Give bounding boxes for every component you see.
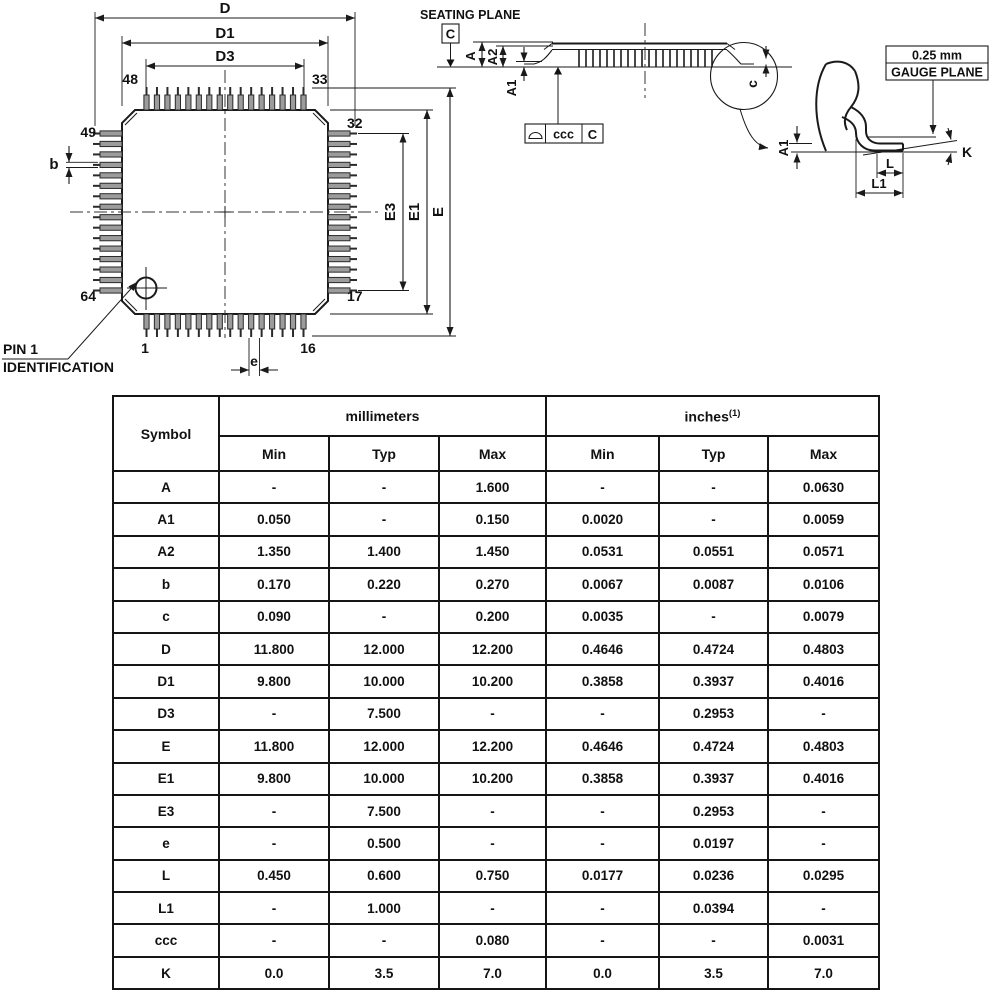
pin-number-16: 16: [300, 340, 316, 356]
detail-body-left-edge: [816, 64, 826, 151]
value-cell: 10.200: [439, 665, 546, 697]
pin: [100, 141, 122, 146]
dimensions-table: [112, 395, 880, 990]
dim-label-E: E: [430, 206, 447, 218]
value-cell: 0.270: [439, 568, 546, 600]
value-cell: 0.750: [439, 860, 546, 892]
pin: [328, 183, 350, 188]
col-header-min-mm: Min: [219, 436, 329, 471]
value-cell: -: [546, 892, 659, 924]
pin: [249, 95, 254, 110]
value-cell: 9.800: [219, 665, 329, 697]
pin-number-49: 49: [80, 124, 96, 140]
value-cell: 0.0531: [546, 536, 659, 568]
pin: [328, 173, 350, 178]
pin: [154, 95, 159, 110]
dim-label-E3: E3: [382, 202, 399, 222]
symbol-cell: D1: [113, 665, 219, 697]
value-cell: 0.0571: [768, 536, 879, 568]
value-cell: 0.4016: [768, 763, 879, 795]
value-cell: -: [219, 795, 329, 827]
symbol-cell: D3: [113, 698, 219, 730]
value-cell: -: [439, 892, 546, 924]
dim-label-K: K: [962, 144, 973, 160]
value-cell: -: [439, 827, 546, 859]
row-b: [113, 568, 879, 600]
pin: [228, 314, 233, 329]
value-cell: 0.080: [439, 924, 546, 956]
row-L1: [113, 892, 879, 924]
row-E: [113, 730, 879, 762]
value-cell: 1.350: [219, 536, 329, 568]
table-header-row-1: [113, 396, 879, 436]
value-cell: 0.0: [546, 957, 659, 989]
inches-footnote-marker: (1): [728, 407, 741, 419]
gauge-value-label: 0.25 mm: [911, 48, 963, 63]
value-cell: -: [329, 601, 439, 633]
pin-number-48: 48: [122, 71, 138, 87]
value-cell: 0.0630: [768, 471, 879, 503]
detail-lead-lower: [842, 117, 903, 151]
value-cell: -: [546, 924, 659, 956]
pin: [259, 95, 264, 110]
dim-label-D: D: [219, 0, 231, 17]
dim-arrow-K-top: [948, 128, 951, 140]
symbol-cell: L: [113, 860, 219, 892]
value-cell: 0.0394: [659, 892, 768, 924]
value-cell: 0.2953: [659, 795, 768, 827]
table-header-inches: [546, 396, 879, 436]
pin: [165, 314, 170, 329]
pin: [100, 256, 122, 261]
value-cell: 3.5: [329, 957, 439, 989]
value-cell: -: [219, 892, 329, 924]
value-cell: 10.000: [329, 665, 439, 697]
dim-label-E1: E1: [406, 202, 423, 222]
value-cell: -: [659, 924, 768, 956]
dim-label-L: L: [886, 156, 894, 171]
tolerance-value-ccc: ccc: [553, 127, 574, 142]
pin: [196, 95, 201, 110]
pin: [290, 314, 295, 329]
row-A: [113, 471, 879, 503]
value-cell: 0.0295: [768, 860, 879, 892]
pin: [217, 314, 222, 329]
table-header-row-2: [113, 436, 879, 471]
row-L: [113, 860, 879, 892]
symbol-cell: E3: [113, 795, 219, 827]
row-D1: [113, 665, 879, 697]
row-E3: [113, 795, 879, 827]
row-E1: [113, 763, 879, 795]
dim-label-D1: D1: [215, 25, 235, 42]
top-view: [2, 0, 456, 376]
value-cell: -: [546, 471, 659, 503]
pin: [328, 267, 350, 272]
body-end-taper: [544, 44, 552, 50]
value-cell: -: [546, 827, 659, 859]
pin: [175, 95, 180, 110]
value-cell: 10.000: [329, 763, 439, 795]
col-header-max-in: Max: [768, 436, 879, 471]
value-cell: 0.0: [219, 957, 329, 989]
pin-number-32: 32: [347, 115, 363, 131]
pin: [100, 236, 122, 241]
value-cell: -: [659, 601, 768, 633]
symbol-cell: D: [113, 633, 219, 665]
value-cell: 0.200: [439, 601, 546, 633]
symbol-cell: ccc: [113, 924, 219, 956]
pin: [196, 314, 201, 329]
value-cell: -: [329, 503, 439, 535]
value-cell: 10.200: [439, 763, 546, 795]
pin: [144, 314, 149, 329]
pin-number-1: 1: [141, 340, 149, 356]
value-cell: 0.4646: [546, 633, 659, 665]
datum-c-label: C: [445, 26, 456, 42]
detail-body-right-edge: [845, 71, 859, 130]
detail-body-top-edge: [826, 62, 855, 71]
pin: [186, 95, 191, 110]
value-cell: -: [659, 503, 768, 535]
row-ccc: [113, 924, 879, 956]
value-cell: -: [219, 698, 329, 730]
seating-plane-label: SEATING PLANE: [420, 8, 521, 22]
value-cell: 12.000: [329, 730, 439, 762]
value-cell: 0.450: [219, 860, 329, 892]
dim-arrow-K-bottom: [948, 154, 951, 166]
value-cell: -: [219, 471, 329, 503]
value-cell: 0.0197: [659, 827, 768, 859]
pin: [328, 246, 350, 251]
value-cell: 0.0031: [768, 924, 879, 956]
pin: [100, 246, 122, 251]
col-header-typ-mm: Typ: [329, 436, 439, 471]
value-cell: -: [659, 471, 768, 503]
pin-number-17: 17: [347, 288, 363, 304]
symbol-cell: b: [113, 568, 219, 600]
detail-balloon-circle: [711, 43, 778, 110]
value-cell: 7.0: [768, 957, 879, 989]
dim-label-A2: A2: [485, 48, 500, 66]
col-header-min-in: Min: [546, 436, 659, 471]
value-cell: 0.4724: [659, 730, 768, 762]
row-D: [113, 633, 879, 665]
value-cell: -: [329, 471, 439, 503]
row-K: [113, 957, 879, 989]
dim-label-e: e: [250, 353, 258, 369]
value-cell: 0.170: [219, 568, 329, 600]
symbol-cell: E1: [113, 763, 219, 795]
value-cell: -: [439, 795, 546, 827]
symbol-cell: A1: [113, 503, 219, 535]
value-cell: 0.4646: [546, 730, 659, 762]
value-cell: -: [768, 827, 879, 859]
pin: [175, 314, 180, 329]
value-cell: 9.800: [219, 763, 329, 795]
value-cell: 0.0551: [659, 536, 768, 568]
pin1-note-line2: IDENTIFICATION: [3, 359, 114, 375]
row-D3: [113, 698, 879, 730]
inches-label: inches: [684, 408, 729, 425]
pin: [100, 162, 122, 167]
row-A1: [113, 503, 879, 535]
pin: [100, 173, 122, 178]
pin: [328, 162, 350, 167]
datum-triangle: [447, 60, 455, 68]
pin: [328, 236, 350, 241]
value-cell: 0.4803: [768, 730, 879, 762]
pin: [100, 225, 122, 230]
value-cell: -: [546, 698, 659, 730]
pin: [301, 95, 306, 110]
pin: [328, 194, 350, 199]
value-cell: 7.0: [439, 957, 546, 989]
pin: [144, 95, 149, 110]
pin: [328, 225, 350, 230]
value-cell: 0.0035: [546, 601, 659, 633]
pin: [269, 95, 274, 110]
pin: [207, 95, 212, 110]
pin-number-33: 33: [312, 71, 328, 87]
side-view: [420, 8, 792, 148]
pin: [186, 314, 191, 329]
value-cell: -: [546, 795, 659, 827]
table-header-millimeters: millimeters: [219, 396, 546, 436]
pin: [100, 215, 122, 220]
pin: [100, 183, 122, 188]
value-cell: 0.0106: [768, 568, 879, 600]
value-cell: 0.600: [329, 860, 439, 892]
pin: [165, 95, 170, 110]
flatness-symbol: [529, 133, 542, 139]
value-cell: 0.0079: [768, 601, 879, 633]
value-cell: 0.0020: [546, 503, 659, 535]
lead-right: [727, 50, 754, 64]
value-cell: 0.3858: [546, 763, 659, 795]
pin: [100, 277, 122, 282]
pin: [328, 256, 350, 261]
dim-label-c: c: [744, 80, 760, 88]
dim-label-A1: A1: [504, 79, 519, 97]
detail-pointer-arrow: [740, 109, 768, 148]
col-header-max-mm: Max: [439, 436, 546, 471]
value-cell: 12.200: [439, 730, 546, 762]
value-cell: 0.3937: [659, 665, 768, 697]
symbol-cell: c: [113, 601, 219, 633]
detail-lead-upper: [851, 107, 903, 144]
value-cell: 0.4803: [768, 633, 879, 665]
pin: [328, 152, 350, 157]
row-c: [113, 601, 879, 633]
value-cell: -: [329, 924, 439, 956]
pin: [249, 314, 254, 329]
dim-label-D3: D3: [215, 48, 235, 65]
lead-detail-view: [776, 46, 988, 198]
tolerance-triangle: [554, 67, 562, 75]
pin: [207, 314, 212, 329]
value-cell: -: [439, 698, 546, 730]
pin: [290, 95, 295, 110]
pin: [100, 152, 122, 157]
symbol-cell: e: [113, 827, 219, 859]
row-A2: [113, 536, 879, 568]
value-cell: -: [219, 924, 329, 956]
pin: [238, 314, 243, 329]
pin: [328, 131, 350, 136]
value-cell: 7.500: [329, 698, 439, 730]
pin: [269, 314, 274, 329]
pin: [217, 95, 222, 110]
value-cell: 0.090: [219, 601, 329, 633]
dim-label-A1-detail: A1: [776, 139, 791, 157]
value-cell: -: [768, 795, 879, 827]
value-cell: 1.000: [329, 892, 439, 924]
pin: [280, 314, 285, 329]
pin: [154, 314, 159, 329]
pin: [100, 194, 122, 199]
pin1-note-line1: PIN 1: [3, 341, 39, 357]
value-cell: 0.150: [439, 503, 546, 535]
pin: [259, 314, 264, 329]
dim-label-L1: L1: [871, 176, 887, 191]
value-cell: 0.0236: [659, 860, 768, 892]
value-cell: 1.400: [329, 536, 439, 568]
pin: [100, 288, 122, 293]
table-header-symbol: Symbol: [113, 396, 219, 471]
value-cell: 0.0067: [546, 568, 659, 600]
gauge-plane-label: GAUGE PLANE: [891, 65, 983, 80]
value-cell: 0.2953: [659, 698, 768, 730]
value-cell: 0.500: [329, 827, 439, 859]
value-cell: 0.3858: [546, 665, 659, 697]
row-e: [113, 827, 879, 859]
pin: [100, 131, 122, 136]
pin: [100, 267, 122, 272]
value-cell: 0.3937: [659, 763, 768, 795]
value-cell: 0.050: [219, 503, 329, 535]
pin-number-64: 64: [80, 288, 96, 304]
value-cell: 0.0059: [768, 503, 879, 535]
value-cell: 1.600: [439, 471, 546, 503]
pin: [100, 204, 122, 209]
value-cell: 11.800: [219, 730, 329, 762]
value-cell: 7.500: [329, 795, 439, 827]
dim-label-A: A: [463, 51, 478, 61]
pin: [280, 95, 285, 110]
value-cell: 0.220: [329, 568, 439, 600]
dim-label-b: b: [49, 156, 59, 173]
value-cell: 0.0177: [546, 860, 659, 892]
pin: [328, 204, 350, 209]
symbol-cell: A2: [113, 536, 219, 568]
value-cell: 0.4016: [768, 665, 879, 697]
value-cell: 1.450: [439, 536, 546, 568]
value-cell: -: [219, 827, 329, 859]
value-cell: 0.0087: [659, 568, 768, 600]
value-cell: 11.800: [219, 633, 329, 665]
symbol-cell: E: [113, 730, 219, 762]
tolerance-datum-c: C: [587, 127, 598, 142]
col-header-typ-in: Typ: [659, 436, 768, 471]
pin: [238, 95, 243, 110]
pin: [328, 277, 350, 282]
pin: [328, 141, 350, 146]
package-mechanical-drawing: [0, 0, 1000, 395]
value-cell: -: [768, 892, 879, 924]
value-cell: 12.200: [439, 633, 546, 665]
pin: [301, 314, 306, 329]
value-cell: 3.5: [659, 957, 768, 989]
value-cell: -: [768, 698, 879, 730]
pin: [328, 215, 350, 220]
symbol-cell: L1: [113, 892, 219, 924]
value-cell: 12.000: [329, 633, 439, 665]
pin: [228, 95, 233, 110]
symbol-cell: K: [113, 957, 219, 989]
symbol-cell: A: [113, 471, 219, 503]
value-cell: 0.4724: [659, 633, 768, 665]
